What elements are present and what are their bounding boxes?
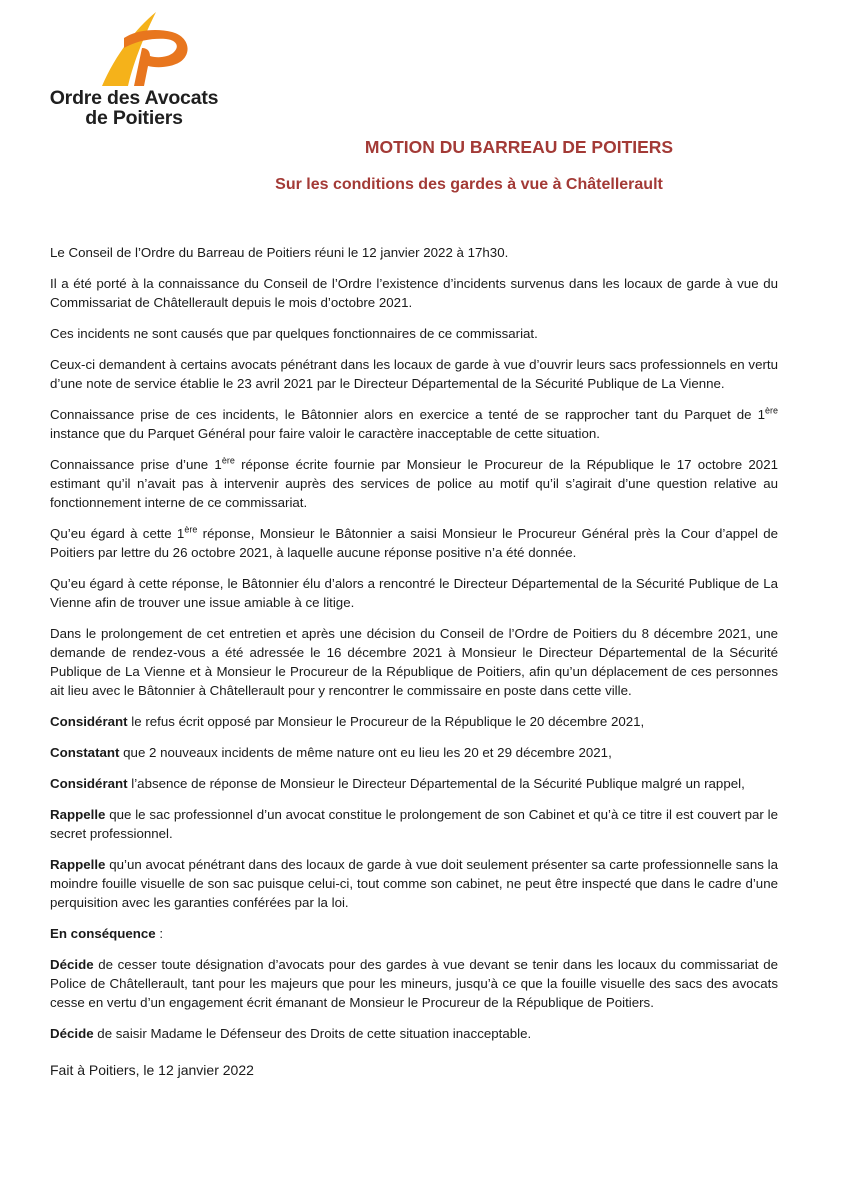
keyword: En conséquence <box>50 926 156 941</box>
paragraph-text: le refus écrit opposé par Monsieur le Procureur de la République le 20 décembre 2021, <box>127 714 645 729</box>
paragraph: Dans le prolongement de cet entretien et après une décision du Conseil de l’Ordre de Poitiers du 8 décembre 2021, une demande de rendez-vous a été adressée le 16 décembre 2021 à Monsieur le Directeur Départemental de la Sécurité Publique de La Vienne et à Monsieur le Procureur de la République de Poitiers, afin qu’un déplacement de ces personnes ait lieu avec le Bâtonnier à Châtellerault pour y rencontrer le commissaire en poste dans cette ville. <box>50 626 778 698</box>
org-name <box>34 88 234 128</box>
logo-mark-icon <box>94 8 194 90</box>
paragraph <box>50 743 778 762</box>
keyword: Constatant <box>50 745 120 760</box>
paragraph-text: instance que du Parquet Général pour faire valoir le caractère inacceptable de cette situation. <box>50 426 600 441</box>
keyword: Rappelle <box>50 807 106 822</box>
paragraph-text: l’absence de réponse de Monsieur le Directeur Départemental de la Sécurité Publique malgré un rappel, <box>127 776 745 791</box>
paragraph <box>50 1024 778 1043</box>
paragraph-text: que 2 nouveaux incidents de même nature ont eu lieu les 20 et 29 décembre 2021, <box>119 745 612 760</box>
paragraph: Il a été porté à la connaissance du Conseil de l’Ordre l’existence d’incidents survenus dans les locaux de garde à vue du Commissariat de Châtellerault depuis le mois d’octobre 2021. <box>50 276 778 310</box>
superscript: ère <box>221 455 235 466</box>
org-logo <box>34 8 234 133</box>
paragraph-text: Connaissance prise d’une 1 <box>50 457 222 472</box>
paragraph <box>50 955 778 1012</box>
keyword: Décide <box>50 957 94 972</box>
motion-body <box>50 243 778 1092</box>
paragraph: Le Conseil de l’Ordre du Barreau de Poitiers réuni le 12 janvier 2022 à 17h30. <box>50 245 509 260</box>
paragraph <box>50 924 778 943</box>
paragraph <box>50 405 778 443</box>
paragraph-text: réponse, Monsieur le Bâtonnier a saisi Monsieur le Procureur Général près la Cour d’appel de Poitiers par lettre du 26 octobre 2021, à laquelle aucune réponse positive n’a été donnée. <box>50 526 778 560</box>
keyword: Considérant <box>50 776 128 791</box>
motion-subtitle: Sur les conditions des gardes à vue à Châtellerault <box>275 176 663 193</box>
paragraph <box>50 455 778 512</box>
paragraph-text: de saisir Madame le Défenseur des Droits de cette situation inacceptable. <box>93 1026 532 1041</box>
superscript: ère <box>764 405 778 416</box>
keyword: Décide <box>50 1026 94 1041</box>
paragraph <box>50 805 778 843</box>
org-name-line2: de Poitiers <box>85 107 183 129</box>
superscript: ère <box>184 524 198 535</box>
paragraph: Ceux-ci demandent à certains avocats pénétrant dans les locaux de garde à vue d’ouvrir leurs sacs professionnels en vertu d’une note de service établie le 23 avril 2021 par le Directeur Départemental de la Sécurité Publique de La Vienne. <box>50 357 778 391</box>
paragraph-text: Qu’eu égard à cette 1 <box>50 526 185 541</box>
paragraph: Qu’eu égard à cette réponse, le Bâtonnier élu d’alors a rencontré le Directeur Départemental de la Sécurité Publique de La Vienne afin de trouver une issue amiable à ce litige. <box>50 576 778 610</box>
keyword: Rappelle <box>50 857 106 872</box>
paragraph <box>50 524 778 562</box>
paragraph-text: réponse écrite fournie par Monsieur le Procureur de la République le 17 octobre 2021 estimant qu’il n’avait pas à intervenir auprès des services de police au motif qu’il s’agirait d’une question relative au fonctionnement interne de ce commissariat. <box>50 457 778 510</box>
paragraph: Ces incidents ne sont causés que par quelques fonctionnaires de ce commissariat. <box>50 326 538 341</box>
paragraph <box>50 774 778 793</box>
paragraph <box>50 855 778 912</box>
paragraph-text: : <box>155 926 164 941</box>
signature-line: Fait à Poitiers, le 12 janvier 2022 <box>50 1062 254 1078</box>
paragraph-text: Connaissance prise de ces incidents, le Bâtonnier alors en exercice a tenté de se rapprocher tant du Parquet de 1 <box>50 407 765 422</box>
keyword: Considérant <box>50 714 128 729</box>
paragraph-text: que le sac professionnel d’un avocat constitue le prolongement de son Cabinet et qu’à ce titre il est couvert par le secret professionnel. <box>50 807 778 841</box>
paragraph <box>50 712 778 731</box>
paragraph-text: de cesser toute désignation d’avocats pour des gardes à vue devant se tenir dans les locaux du commissariat de Police de Châtellerault, tant pour les majeurs que pour les mineurs, jusqu’à ce que la fouille visuelle des sacs des avocats cesse en vertu d’un engagement écrit émanant de Monsieur le Procureur de la République de Poitiers. <box>50 957 778 1010</box>
paragraph-text: qu’un avocat pénétrant dans des locaux de garde à vue doit seulement présenter sa carte professionnelle sans la moindre fouille visuelle de son sac puisque celui-ci, tout comme son cabinet, ne peut être inspecté que dans le cadre d’une perquisition avec les garanties conférées par la loi. <box>50 857 778 910</box>
org-name-line1: Ordre des Avocats <box>49 87 219 109</box>
motion-title: MOTION DU BARREAU DE POITIERS <box>364 137 674 157</box>
